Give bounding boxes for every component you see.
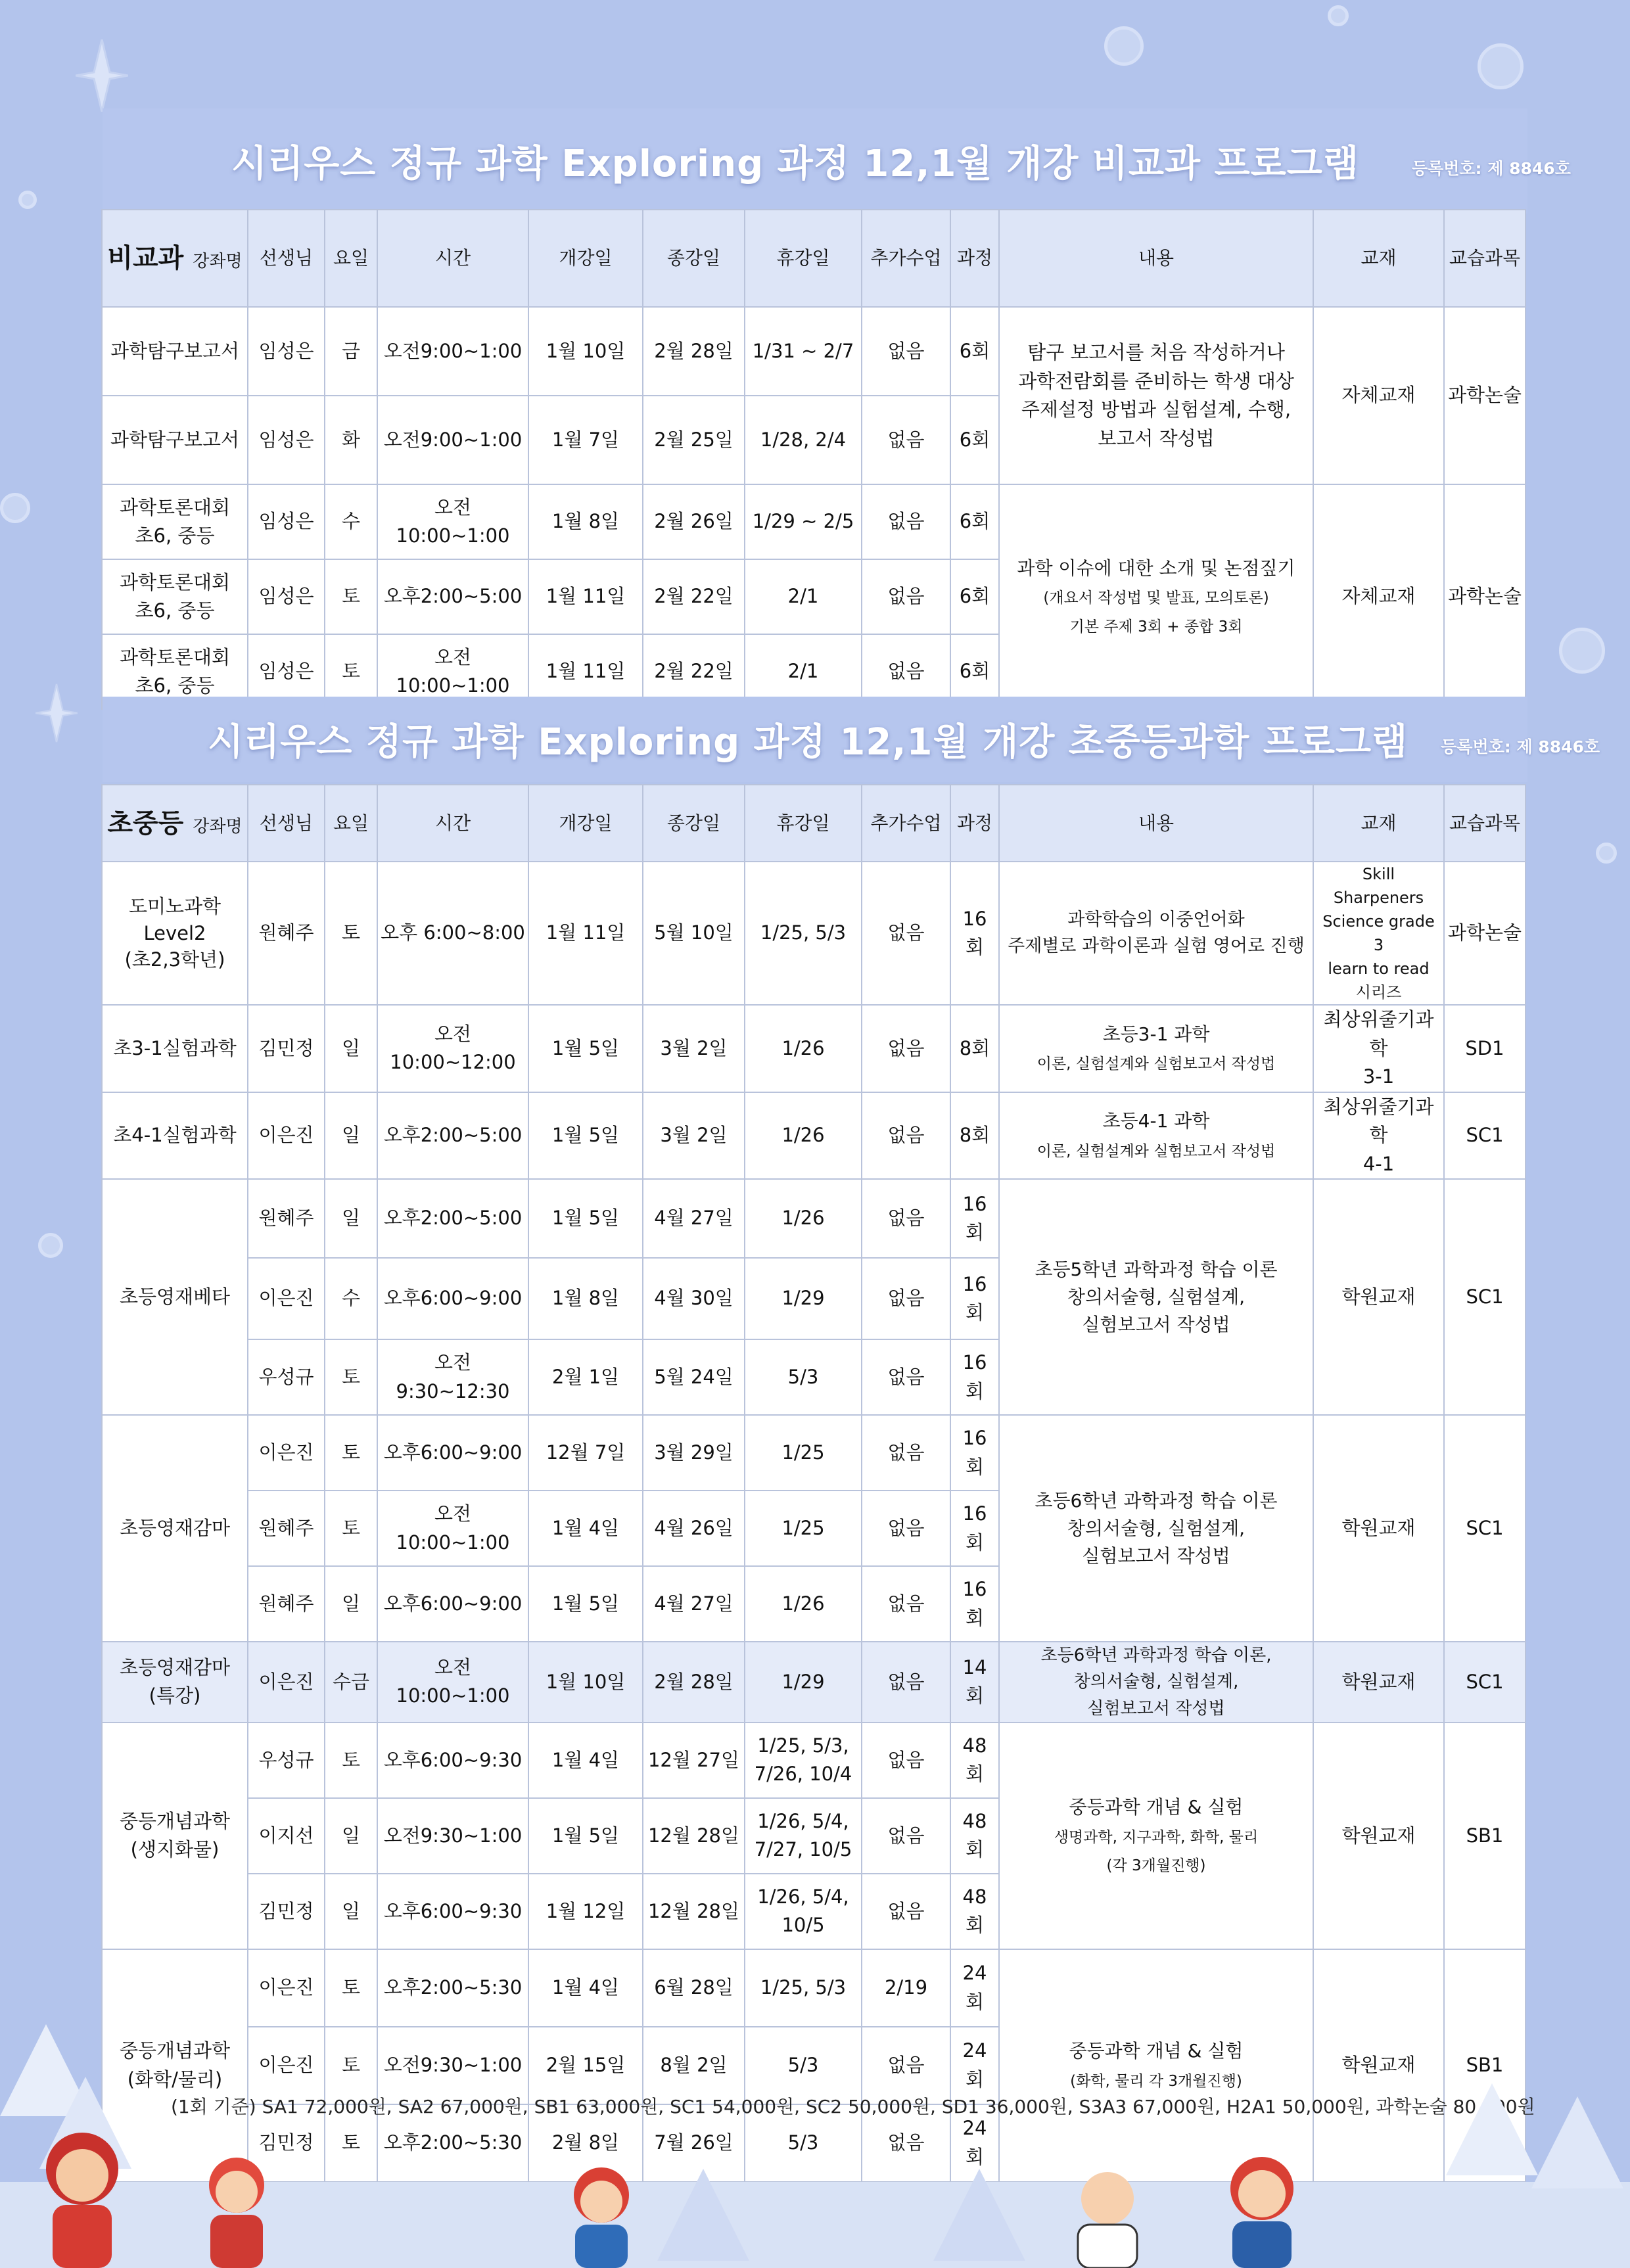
session-count: 6회 bbox=[950, 396, 999, 484]
start-date: 1월 10일 bbox=[528, 1642, 643, 1723]
header-off: 휴강일 bbox=[745, 210, 862, 307]
end-date: 2월 26일 bbox=[643, 484, 745, 559]
header-teacher: 선생님 bbox=[248, 210, 325, 307]
snow-dot bbox=[1104, 26, 1144, 66]
time: 오후6:00~9:00 bbox=[377, 1258, 528, 1339]
snow-dot bbox=[38, 1233, 63, 1258]
off-days: 1/29 ~ 2/5 bbox=[745, 484, 862, 559]
table-row bbox=[102, 1642, 1525, 1723]
time: 오전9:00~1:00 bbox=[377, 307, 528, 396]
start-date: 2월 15일 bbox=[528, 2027, 643, 2104]
day: 일 bbox=[325, 1798, 377, 1874]
course-description: 초등5학년 과학과정 학습 이론 창의서술형, 실험설계, 실험보고서 작성법 bbox=[999, 1179, 1313, 1415]
course-name: 과학탐구보고서 bbox=[102, 396, 248, 484]
snow-dot bbox=[1559, 628, 1605, 674]
start-date: 1월 12일 bbox=[528, 1874, 643, 1949]
course-name: 초등영재감마 (특강) bbox=[102, 1642, 248, 1723]
table-row bbox=[102, 1005, 1525, 1092]
time: 오전9:30~12:30 bbox=[377, 1339, 528, 1415]
snow-dot bbox=[18, 191, 37, 209]
end-date: 4월 27일 bbox=[643, 1566, 745, 1642]
end-date: 3월 29일 bbox=[643, 1415, 745, 1491]
session-count: 6회 bbox=[950, 307, 999, 396]
header-book: 교재 bbox=[1313, 210, 1444, 307]
table-row bbox=[102, 484, 1525, 559]
snow-dot bbox=[1596, 843, 1617, 864]
extra-class: 없음 bbox=[862, 1723, 950, 1798]
session-count: 16회 bbox=[950, 1566, 999, 1642]
subject: 과학논술 bbox=[1444, 307, 1525, 484]
extra-class: 없음 bbox=[862, 1415, 950, 1491]
end-date: 2월 28일 bbox=[643, 307, 745, 396]
course-name: 과학토론대회 초6, 중등 bbox=[102, 634, 248, 709]
extracurricular-table bbox=[101, 209, 1526, 710]
course-description: 초등6학년 과학과정 학습 이론 창의서술형, 실험설계, 실험보고서 작성법 bbox=[999, 1415, 1313, 1642]
day: 토 bbox=[325, 1723, 377, 1798]
header-desc: 내용 bbox=[999, 210, 1313, 307]
section1-title: 시리우스 정규 과학 Exploring 과정 12,1월 개강 비교과 프로그램 bbox=[231, 143, 1359, 185]
course-name: 중등개념과학 (생지화물) bbox=[102, 1723, 248, 1949]
day: 수금 bbox=[325, 1642, 377, 1723]
start-date: 2월 8일 bbox=[528, 2104, 643, 2182]
snowflake-sparkle-icon bbox=[76, 39, 128, 112]
teacher: 이은진 bbox=[248, 1949, 325, 2027]
header-desc: 내용 bbox=[999, 785, 1313, 862]
header-extra: 추가수업 bbox=[862, 210, 950, 307]
day: 토 bbox=[325, 1415, 377, 1491]
session-count: 24회 bbox=[950, 2027, 999, 2104]
end-date: 5월 10일 bbox=[643, 862, 745, 1005]
extra-class: 없음 bbox=[862, 1179, 950, 1258]
end-date: 4월 27일 bbox=[643, 1179, 745, 1258]
header-day: 요일 bbox=[325, 210, 377, 307]
session-count: 16회 bbox=[950, 1339, 999, 1415]
textbook: 최상위줄기과학 3-1 bbox=[1313, 1005, 1444, 1092]
time: 오후2:00~5:30 bbox=[377, 1949, 528, 2027]
session-count: 6회 bbox=[950, 559, 999, 634]
course-name: 과학탐구보고서 bbox=[102, 307, 248, 396]
time: 오전10:00~1:00 bbox=[377, 634, 528, 709]
child-character-icon bbox=[1209, 2149, 1315, 2268]
extra-class: 없음 bbox=[862, 1339, 950, 1415]
extra-class: 없음 bbox=[862, 1258, 950, 1339]
end-date: 4월 26일 bbox=[643, 1491, 745, 1566]
teacher: 원혜주 bbox=[248, 1179, 325, 1258]
start-date: 1월 5일 bbox=[528, 1005, 643, 1092]
day: 토 bbox=[325, 862, 377, 1005]
extra-class: 없음 bbox=[862, 2104, 950, 2182]
teacher: 우성규 bbox=[248, 1723, 325, 1798]
session-count: 48회 bbox=[950, 1798, 999, 1874]
end-date: 6월 28일 bbox=[643, 1949, 745, 2027]
course-description: 초등4-1 과학 이론, 실험설계와 실험보고서 작성법 bbox=[999, 1092, 1313, 1180]
subject: SB1 bbox=[1444, 1949, 1525, 2182]
snow-tree-icon bbox=[657, 2169, 749, 2261]
time: 오전10:00~1:00 bbox=[377, 1642, 528, 1723]
end-date: 12월 27일 bbox=[643, 1723, 745, 1798]
teacher: 임성은 bbox=[248, 559, 325, 634]
start-date: 1월 5일 bbox=[528, 1566, 643, 1642]
start-date: 1월 11일 bbox=[528, 634, 643, 709]
teacher: 김민정 bbox=[248, 1874, 325, 1949]
section2-banner bbox=[103, 697, 1600, 782]
course-description: 중등과학 개념 & 실험 (화학, 물리 각 3개월진행) bbox=[999, 1949, 1313, 2182]
snow-dot bbox=[1478, 43, 1524, 89]
table-row bbox=[102, 1723, 1525, 1798]
teacher: 임성은 bbox=[248, 484, 325, 559]
off-days: 1/29 bbox=[745, 1642, 862, 1723]
day: 토 bbox=[325, 634, 377, 709]
end-date: 2월 22일 bbox=[643, 559, 745, 634]
session-count: 16회 bbox=[950, 1491, 999, 1566]
subject: 과학논술 bbox=[1444, 484, 1525, 709]
header-start: 개강일 bbox=[528, 210, 643, 307]
section1-reg-number: 등록번호: 제 8846호 bbox=[1411, 159, 1571, 178]
day: 일 bbox=[325, 1566, 377, 1642]
session-count: 14회 bbox=[950, 1642, 999, 1723]
course-description: 초등6학년 과학과정 학습 이론, 창의서술형, 실험설계, 실험보고서 작성법 bbox=[999, 1642, 1313, 1723]
extra-class: 없음 bbox=[862, 1874, 950, 1949]
day: 일 bbox=[325, 1092, 377, 1180]
start-date: 1월 7일 bbox=[528, 396, 643, 484]
session-count: 6회 bbox=[950, 484, 999, 559]
end-date: 3월 2일 bbox=[643, 1092, 745, 1180]
day: 토 bbox=[325, 1949, 377, 2027]
off-days: 1/26 bbox=[745, 1566, 862, 1642]
textbook: 학원교재 bbox=[1313, 1642, 1444, 1723]
start-date: 1월 4일 bbox=[528, 1491, 643, 1566]
off-days: 1/29 bbox=[745, 1258, 862, 1339]
extra-class: 없음 bbox=[862, 484, 950, 559]
off-days: 1/25, 5/3 bbox=[745, 862, 862, 1005]
day: 수 bbox=[325, 484, 377, 559]
session-count: 24회 bbox=[950, 2104, 999, 2182]
subject: SB1 bbox=[1444, 1723, 1525, 1949]
textbook: Skill Sharpeners Science grade 3 learn to read 시리즈 bbox=[1313, 862, 1444, 1005]
header-off: 휴강일 bbox=[745, 785, 862, 862]
day: 수 bbox=[325, 1258, 377, 1339]
teacher: 이은진 bbox=[248, 1642, 325, 1723]
extra-class: 없음 bbox=[862, 2027, 950, 2104]
snow-tree-icon bbox=[1446, 2083, 1538, 2175]
textbook: 학원교재 bbox=[1313, 1415, 1444, 1642]
teacher: 임성은 bbox=[248, 634, 325, 709]
off-days: 1/28, 2/4 bbox=[745, 396, 862, 484]
end-date: 8월 2일 bbox=[643, 2027, 745, 2104]
subject: 과학논술 bbox=[1444, 862, 1525, 1005]
session-count: 8회 bbox=[950, 1092, 999, 1180]
time: 오전9:30~1:00 bbox=[377, 2027, 528, 2104]
teacher: 임성은 bbox=[248, 396, 325, 484]
snow-tree-icon bbox=[933, 2169, 1025, 2261]
course-description: 과학 이슈에 대한 소개 및 논점짚기 (개요서 작성법 및 발표, 모의토론) 기본 주제 3회 + 종합 3회 bbox=[999, 484, 1313, 709]
header-course: 초중등 강좌명 bbox=[102, 785, 248, 862]
teacher: 이은진 bbox=[248, 1258, 325, 1339]
table-row bbox=[102, 1415, 1525, 1491]
section2-reg-number: 등록번호: 제 8846호 bbox=[1441, 737, 1600, 756]
day: 토 bbox=[325, 2027, 377, 2104]
subject: SC1 bbox=[1444, 1092, 1525, 1180]
session-count: 24회 bbox=[950, 1949, 999, 2027]
teacher: 이은진 bbox=[248, 1092, 325, 1180]
course-name: 과학토론대회 초6, 중등 bbox=[102, 559, 248, 634]
teacher: 김민정 bbox=[248, 1005, 325, 1092]
time: 오전9:00~1:00 bbox=[377, 396, 528, 484]
session-count: 16회 bbox=[950, 1415, 999, 1491]
day: 일 bbox=[325, 1179, 377, 1258]
end-date: 12월 28일 bbox=[643, 1874, 745, 1949]
header-course: 비교과 강좌명 bbox=[102, 210, 248, 307]
course-name: 초등영재감마 bbox=[102, 1415, 248, 1642]
time: 오전10:00~1:00 bbox=[377, 1491, 528, 1566]
teacher: 김민정 bbox=[248, 2104, 325, 2182]
header-subject: 교습과목 bbox=[1444, 785, 1525, 862]
session-count: 16회 bbox=[950, 1179, 999, 1258]
off-days: 2/1 bbox=[745, 559, 862, 634]
time: 오전10:00~1:00 bbox=[377, 484, 528, 559]
off-days: 1/25 bbox=[745, 1415, 862, 1491]
time: 오후6:00~9:30 bbox=[377, 1723, 528, 1798]
section1-banner bbox=[103, 108, 1571, 214]
day: 일 bbox=[325, 1005, 377, 1092]
day: 일 bbox=[325, 1874, 377, 1949]
section2-title: 시리우스 정규 과학 Exploring 과정 12,1월 개강 초중등과학 프로그램 bbox=[208, 721, 1409, 764]
start-date: 1월 10일 bbox=[528, 307, 643, 396]
off-days: 1/26 bbox=[745, 1005, 862, 1092]
elementary-middle-table bbox=[101, 784, 1526, 2183]
table-row bbox=[102, 307, 1525, 396]
course-name: 초3-1실험과학 bbox=[102, 1005, 248, 1092]
subject: SD1 bbox=[1444, 1005, 1525, 1092]
time: 오후6:00~9:00 bbox=[377, 1415, 528, 1491]
textbook: 학원교재 bbox=[1313, 1723, 1444, 1949]
header-day: 요일 bbox=[325, 785, 377, 862]
course-name: 중등개념과학 (화학/물리) bbox=[102, 1949, 248, 2182]
subject: SC1 bbox=[1444, 1415, 1525, 1642]
header-count: 과정 bbox=[950, 785, 999, 862]
extra-class: 없음 bbox=[862, 307, 950, 396]
end-date: 5월 24일 bbox=[643, 1339, 745, 1415]
start-date: 12월 7일 bbox=[528, 1415, 643, 1491]
session-count: 48회 bbox=[950, 1874, 999, 1949]
extra-class: 없음 bbox=[862, 1092, 950, 1180]
session-count: 6회 bbox=[950, 634, 999, 709]
snow-dot bbox=[0, 493, 30, 523]
time: 오후2:00~5:00 bbox=[377, 1092, 528, 1180]
textbook: 학원교재 bbox=[1313, 1949, 1444, 2182]
session-count: 48회 bbox=[950, 1723, 999, 1798]
table-row bbox=[102, 1179, 1525, 1258]
time: 오후 6:00~8:00 bbox=[377, 862, 528, 1005]
time: 오후2:00~5:30 bbox=[377, 2104, 528, 2182]
snowflake-sparkle-icon bbox=[35, 683, 78, 743]
teacher: 이지선 bbox=[248, 1798, 325, 1874]
subject: SC1 bbox=[1444, 1642, 1525, 1723]
day: 금 bbox=[325, 307, 377, 396]
start-date: 1월 5일 bbox=[528, 1179, 643, 1258]
extra-class: 없음 bbox=[862, 1642, 950, 1723]
extra-class: 없음 bbox=[862, 396, 950, 484]
snow-tree-icon bbox=[1531, 2096, 1623, 2188]
end-date: 4월 30일 bbox=[643, 1258, 745, 1339]
start-date: 1월 8일 bbox=[528, 484, 643, 559]
end-date: 2월 25일 bbox=[643, 396, 745, 484]
start-date: 1월 5일 bbox=[528, 1798, 643, 1874]
snow-dot bbox=[1328, 5, 1349, 26]
extra-class: 없음 bbox=[862, 862, 950, 1005]
time: 오후6:00~9:30 bbox=[377, 1874, 528, 1949]
course-name: 초4-1실험과학 bbox=[102, 1092, 248, 1180]
end-date: 3월 2일 bbox=[643, 1005, 745, 1092]
teacher: 임성은 bbox=[248, 307, 325, 396]
header-end: 종강일 bbox=[643, 210, 745, 307]
header-start: 개강일 bbox=[528, 785, 643, 862]
day: 토 bbox=[325, 2104, 377, 2182]
teacher: 우성규 bbox=[248, 1339, 325, 1415]
day: 화 bbox=[325, 396, 377, 484]
child-character-icon bbox=[191, 2149, 283, 2268]
extra-class: 없음 bbox=[862, 1566, 950, 1642]
time: 오전10:00~12:00 bbox=[377, 1005, 528, 1092]
extra-class: 없음 bbox=[862, 1491, 950, 1566]
header-extra: 추가수업 bbox=[862, 785, 950, 862]
off-days: 1/26, 5/4, 10/5 bbox=[745, 1874, 862, 1949]
off-days: 1/25 bbox=[745, 1491, 862, 1566]
off-days: 5/3 bbox=[745, 1339, 862, 1415]
table-header-row bbox=[102, 785, 1525, 862]
end-date: 12월 28일 bbox=[643, 1798, 745, 1874]
teacher: 이은진 bbox=[248, 2027, 325, 2104]
start-date: 2월 1일 bbox=[528, 1339, 643, 1415]
extra-class: 없음 bbox=[862, 559, 950, 634]
session-count: 16회 bbox=[950, 862, 999, 1005]
extra-class: 2/19 bbox=[862, 1949, 950, 2027]
teacher: 원혜주 bbox=[248, 1491, 325, 1566]
day: 토 bbox=[325, 1339, 377, 1415]
course-name: 과학토론대회 초6, 중등 bbox=[102, 484, 248, 559]
textbook: 자체교재 bbox=[1313, 484, 1444, 709]
time: 오후2:00~5:00 bbox=[377, 1179, 528, 1258]
off-days: 1/31 ~ 2/7 bbox=[745, 307, 862, 396]
textbook: 학원교재 bbox=[1313, 1179, 1444, 1415]
textbook: 자체교재 bbox=[1313, 307, 1444, 484]
header-end: 종강일 bbox=[643, 785, 745, 862]
child-character-icon bbox=[1058, 2162, 1157, 2268]
session-count: 16회 bbox=[950, 1258, 999, 1339]
session-count: 8회 bbox=[950, 1005, 999, 1092]
off-days: 2/1 bbox=[745, 634, 862, 709]
end-date: 2월 28일 bbox=[643, 1642, 745, 1723]
start-date: 1월 11일 bbox=[528, 862, 643, 1005]
course-name: 초등영재베타 bbox=[102, 1179, 248, 1415]
teacher: 원혜주 bbox=[248, 1566, 325, 1642]
off-days: 5/3 bbox=[745, 2027, 862, 2104]
off-days: 5/3 bbox=[745, 2104, 862, 2182]
teacher: 원혜주 bbox=[248, 862, 325, 1005]
table-row bbox=[102, 1949, 1525, 2027]
time: 오후6:00~9:00 bbox=[377, 1566, 528, 1642]
child-character-icon bbox=[26, 2123, 138, 2268]
header-book: 교재 bbox=[1313, 785, 1444, 862]
extra-class: 없음 bbox=[862, 1005, 950, 1092]
day: 토 bbox=[325, 559, 377, 634]
extra-class: 없음 bbox=[862, 1798, 950, 1874]
start-date: 1월 4일 bbox=[528, 1949, 643, 2027]
course-description: 중등과학 개념 & 실험 생명과학, 지구과학, 화학, 물리 (각 3개월진행) bbox=[999, 1723, 1313, 1949]
child-character-icon bbox=[559, 2162, 644, 2268]
table-row bbox=[102, 862, 1525, 1005]
course-description: 과학학습의 이중언어화 주제별로 과학이론과 실험 영어로 진행 bbox=[999, 862, 1313, 1005]
time: 오후2:00~5:00 bbox=[377, 559, 528, 634]
off-days: 1/25, 5/3 bbox=[745, 1949, 862, 2027]
header-time: 시간 bbox=[377, 210, 528, 307]
time: 오전9:30~1:00 bbox=[377, 1798, 528, 1874]
price-footnote: (1회 기준) SA1 72,000원, SA2 67,000원, SB1 63,000원, SC1 54,000원, SC2 50,000원, SD1 36,000원, S3A3 67,000원, H2A1 50,000원, 과학논술 80,000원 bbox=[171, 2096, 1535, 2118]
off-days: 1/26 bbox=[745, 1179, 862, 1258]
off-days: 1/25, 5/3, 7/26, 10/4 bbox=[745, 1723, 862, 1798]
extra-class: 없음 bbox=[862, 634, 950, 709]
start-date: 1월 8일 bbox=[528, 1258, 643, 1339]
textbook: 최상위줄기과학 4-1 bbox=[1313, 1092, 1444, 1180]
off-days: 1/26 bbox=[745, 1092, 862, 1180]
start-date: 1월 4일 bbox=[528, 1723, 643, 1798]
day: 토 bbox=[325, 1491, 377, 1566]
course-description: 탐구 보고서를 처음 작성하거나 과학전람회를 준비하는 학생 대상 주제설정 방법과 실험설계, 수행, 보고서 작성법 bbox=[999, 307, 1313, 484]
header-time: 시간 bbox=[377, 785, 528, 862]
table-row bbox=[102, 1092, 1525, 1180]
course-name: 도미노과학 Level2 (초2,3학년) bbox=[102, 862, 248, 1005]
table-header-row bbox=[102, 210, 1525, 307]
header-count: 과정 bbox=[950, 210, 999, 307]
end-date: 7월 26일 bbox=[643, 2104, 745, 2182]
header-teacher: 선생님 bbox=[248, 785, 325, 862]
end-date: 2월 22일 bbox=[643, 634, 745, 709]
teacher: 이은진 bbox=[248, 1415, 325, 1491]
off-days: 1/26, 5/4, 7/27, 10/5 bbox=[745, 1798, 862, 1874]
subject: SC1 bbox=[1444, 1179, 1525, 1415]
start-date: 1월 11일 bbox=[528, 559, 643, 634]
header-subject: 교습과목 bbox=[1444, 210, 1525, 307]
start-date: 1월 5일 bbox=[528, 1092, 643, 1180]
course-description: 초등3-1 과학 이론, 실험설계와 실험보고서 작성법 bbox=[999, 1005, 1313, 1092]
